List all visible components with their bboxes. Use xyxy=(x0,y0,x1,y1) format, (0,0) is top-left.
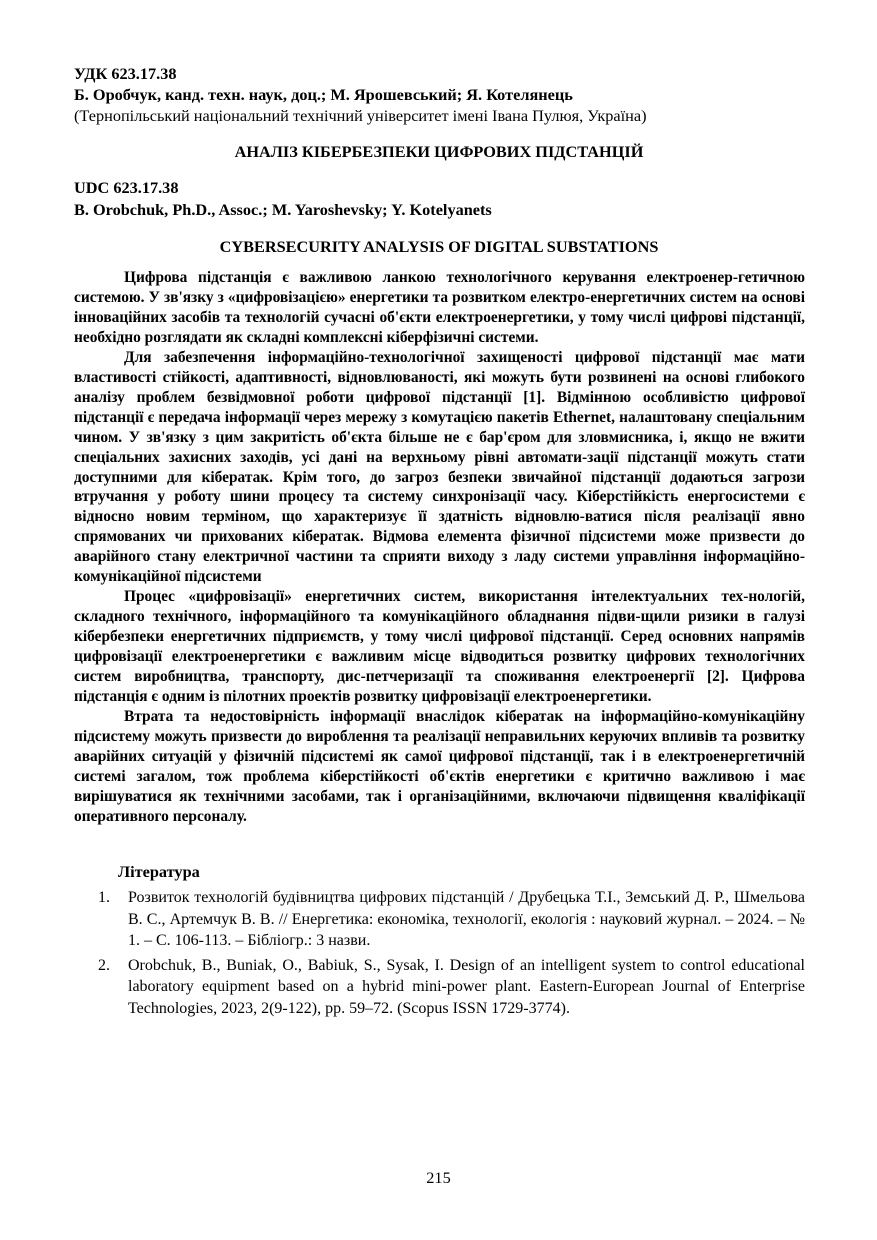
page-number: 215 xyxy=(426,1168,451,1187)
paragraph: Втрата та недостовірність інформації внаслідок кібератак на інформаційно-комунікаційну підсистему можуть призвести до вироблення та реалізації неправильних керуючих впливів та розвитку аварійних ситуацій у фізичній підсистемі як самої цифрової підстанції, так і в електроенергетичній системі загалом, тож проблема кіберстійкості об'єктів енергетики є критично важливою і має вирішуватися як технічними засобами, так і організаційними, включаючи підвищення кваліфікації оперативного персоналу. xyxy=(74,707,805,825)
reference-number: 1. xyxy=(98,889,110,906)
title-ua: АНАЛІЗ КІБЕРБЕЗПЕКИ ЦИФРОВИХ ПІДСТАНЦІЙ xyxy=(234,142,644,161)
title-en: CYBERSECURITY ANALYSIS OF DIGITAL SUBSTATIONS xyxy=(219,237,659,256)
authors-en: B. Orobchuk, Ph.D., Assoc.; M. Yaroshevsky; Y. Kotelyanets xyxy=(74,200,492,219)
reference-text: Orobchuk, B., Buniak, O., Babiuk, S., Sysak, I. Design of an intelligent system to control educational laboratory equipment based on a hybrid mini-power plant. Eastern-European Journal of Enterprise Technologies, 2023, 2(9-122), pp. 59–72. (Scopus ISSN 1729-3774). xyxy=(128,956,805,1017)
paragraph: Процес «цифровізації» енергетичних систем, використання інтелектуальних тех-нологій, складного технічного, інформаційного та комунікаційного обладнання підви-щили ризики в галузі кібербезпеки енергетичних підприємств, у тому числі цифрової підстанції. Серед основних напрямів цифровізації електроенергетики є важливим місце відводиться розвитку цифрових технологічних систем виробництва, транспорту, дис-петчеризації та споживання електроенергії [2]. Цифрова підстанція є одним із пілотних проектів розвитку цифровізації електроенергетики. xyxy=(74,588,805,706)
affiliation-ua: (Тернопільський національний технічний університет імені Івана Пулюя, Україна) xyxy=(74,106,647,125)
paragraph: Цифрова підстанція є важливою ланкою технологічного керування електроенер-гетичною системою. У зв'язку з «цифровізацією» енергетики та розвитком електро-енергетичних систем на основі інноваційних засобів та технологій сучасні об'єкти електроенергетики, у тому числі цифрові підстанції, необхідно розглядати як складні комплексні кіберфізичні системи. xyxy=(74,269,805,346)
authors-ua: Б. Оробчук, канд. техн. наук, доц.; М. Ярошевський; Я. Котелянець xyxy=(74,85,573,104)
udc-ua: УДК 623.17.38 xyxy=(74,64,177,83)
paragraph: Для забезпечення інформаційно-технологічної захищеності цифрової підстанції має мати властивості стійкості, адаптивності, відновлюваності, які можуть бути розвинені на основі глибокого аналізу проблем безвідмовної роботи цифрової підстанції [1]. Відмінною особливістю цифрової підстанції є передача інформації через мережу з комутацією пакетів Ethernet, налаштовану спеціальним чином. У зв'язку з цим закритість об'єкта більше не є бар'єром для зловмисника, і, якщо не вжити спеціальних захисних заходів, усі дані на верхньому рівні автомати-зації підстанції можуть стати доступними для кібератак. Крім того, до загроз безпеки звичайної підстанції додаються загрози втручання у роботу шини процесу та систему синхронізації часу. Кіберстійкість енергосистеми є відносно новим терміном, що характеризує її здатність відновлю-ватися після реалізації явно спрямованих чи прихованих кібератак. Відмова елемента фізичної підсистеми може призвести до аварійного стану електричної частини та сприяти виходу з ладу системи управління інформаційно-комунікаційної підсистеми xyxy=(74,348,805,586)
abstract-body xyxy=(74,268,805,827)
udc-en: UDC 623.17.38 xyxy=(74,178,179,197)
reference-list xyxy=(98,887,805,1022)
reference-number: 2. xyxy=(98,956,110,974)
reference-item xyxy=(98,887,805,952)
literature-heading: Література xyxy=(118,862,200,881)
reference-item xyxy=(98,955,805,1020)
reference-text: Розвиток технологій будівництва цифрових підстанцій / Друбецька Т.І., Земський Д. Р., Шмельова В. С., Артемчук В. В. // Енергетика: економіка, технології, екологія : науковий журнал. – 2024. – № 1. – С. 106-113. – Бібліогр.: 3 назви. xyxy=(128,889,805,949)
